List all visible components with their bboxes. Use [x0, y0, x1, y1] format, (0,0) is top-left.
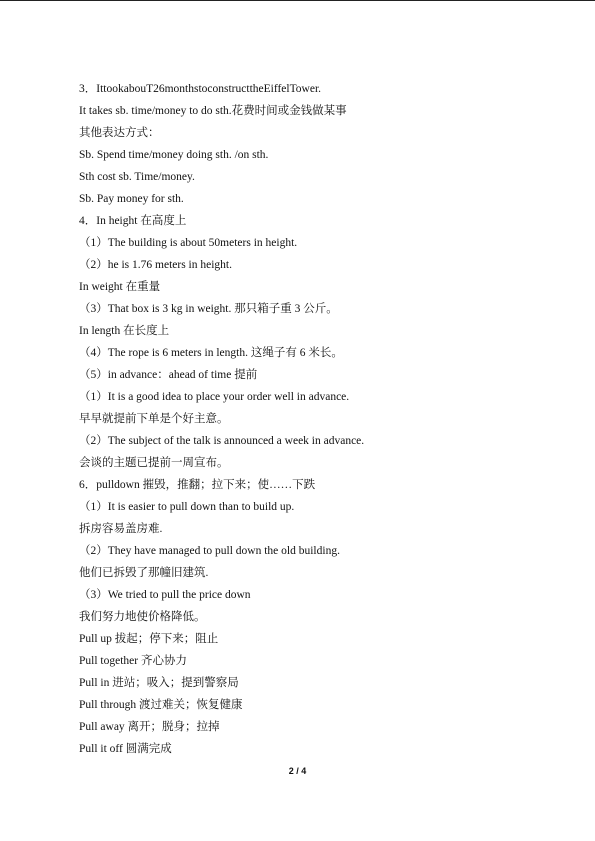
- text-line: In length 在长度上: [79, 325, 170, 337]
- text-line: 我们努力地使价格降低。: [79, 611, 206, 623]
- text-line: （5）in advance：ahead of time 提前: [79, 369, 258, 381]
- text-line: （2）The subject of the talk is announced a week in advance.: [79, 435, 365, 447]
- text-line: Pull up 拔起；停下来；阻止: [79, 633, 219, 645]
- page-number: 2 / 4: [288, 766, 307, 776]
- text-line: 拆房容易盖房难.: [79, 523, 163, 535]
- text-line: Pull together 齐心协力: [79, 655, 187, 667]
- text-line: （3）That box is 3 kg in weight. 那只箱子重 3 公斤。: [79, 303, 338, 315]
- text-line: 6．pulldown 摧毁，推翻；拉下来；使……下跌: [79, 479, 316, 491]
- top-border-line: [0, 0, 595, 1]
- text-line: Pull away 离开；脱身；拉掉: [79, 721, 220, 733]
- text-line: 早早就提前下单是个好主意。: [79, 413, 229, 425]
- text-line: Pull through 渡过难关；恢复健康: [79, 699, 243, 711]
- text-line: （1）It is easier to pull down than to build up.: [79, 501, 295, 513]
- text-line: （4）The rope is 6 meters in length. 这绳子有 6 米长。: [79, 347, 343, 359]
- document-body: [79, 78, 549, 760]
- text-line: Pull in 进站；吸入；提到警察局: [79, 677, 239, 689]
- text-line: 其他表达方式：: [79, 127, 160, 139]
- text-line: 3．IttookabouT26monthstoconstructtheEiffelTower.: [79, 83, 322, 95]
- text-line: 他们已拆毁了那幢旧建筑.: [79, 567, 209, 579]
- text-line: （3）We tried to pull the price down: [79, 589, 251, 601]
- text-line: （1）It is a good idea to place your order well in advance.: [79, 391, 350, 403]
- text-line: （1）The building is about 50meters in height.: [79, 237, 298, 249]
- text-line: 4．In height 在高度上: [79, 215, 187, 227]
- text-line: Pull it off 圆满完成: [79, 743, 172, 755]
- text-line: Sth cost sb. Time/money.: [79, 171, 195, 183]
- text-line: （2）They have managed to pull down the old building.: [79, 545, 340, 557]
- text-line: It takes sb. time/money to do sth.花费时间或金钱做某事: [79, 105, 347, 117]
- text-line: In weight 在重量: [79, 281, 161, 293]
- text-line: （2）he is 1.76 meters in height.: [79, 259, 232, 271]
- text-line: 会谈的主题已提前一周宣布。: [79, 457, 229, 469]
- text-line: Sb. Pay money for sth.: [79, 193, 184, 205]
- text-line: Sb. Spend time/money doing sth. /on sth.: [79, 149, 269, 161]
